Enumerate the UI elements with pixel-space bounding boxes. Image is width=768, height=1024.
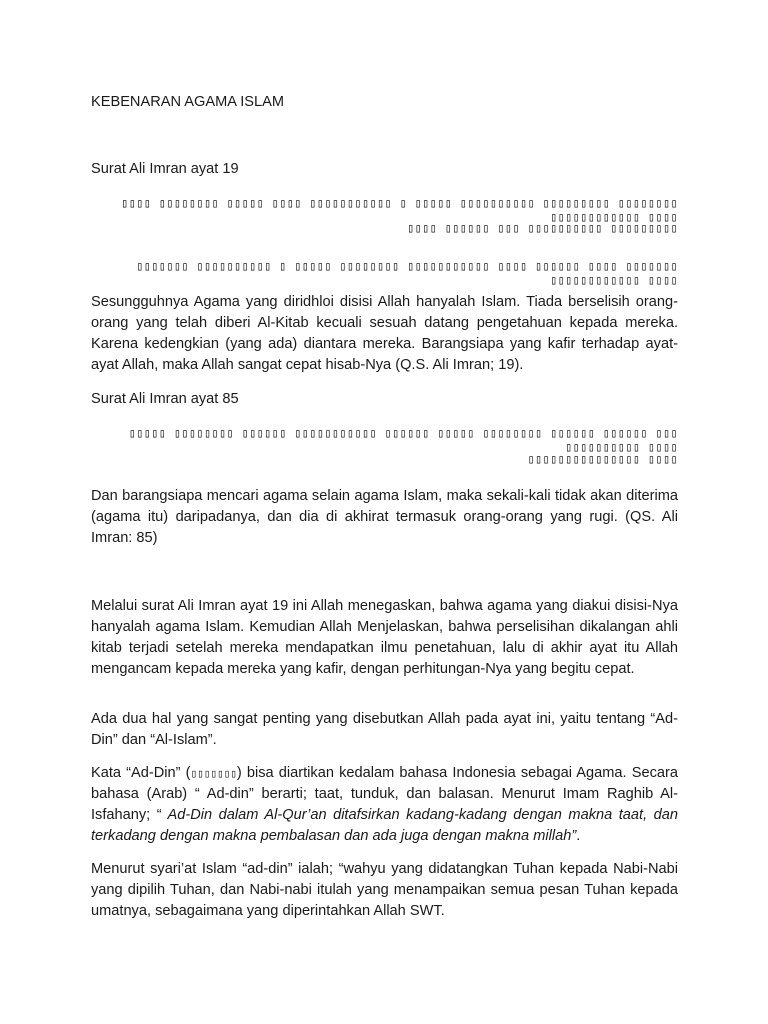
section-heading-ayat-85: Surat Ali Imran ayat 85 xyxy=(91,391,239,407)
para3-text-2: ) bisa diartikan kedalam bahasa Indonesia sebagai Agama. Secara bahasa (Arab) “ Ad-din” berarti; taat, tunduk, dan balasan. Menurut Imam Raghib Al-Isfahany; “ xyxy=(91,765,678,823)
arabic-verse-85-line-1: ▯▯▯▯▯ ▯▯▯▯▯▯▯▯ ▯▯▯▯▯▯ ▯▯▯▯▯▯▯▯▯▯▯ ▯▯▯▯▯▯ ▯▯▯▯▯ ▯▯▯▯▯▯▯▯ ▯▯▯▯▯▯ ▯▯▯▯▯▯ ▯▯▯ ▯▯▯▯▯▯▯▯▯▯ ▯▯▯▯ xyxy=(128,426,678,454)
arabic-verse-85-line-2: ▯▯▯▯▯▯▯▯▯▯▯▯▯▯▯ ▯▯▯▯ xyxy=(527,452,678,466)
paragraph-syariat: Menurut syari’at Islam “ad-din” ialah; “wahyu yang didatangkan Tuhan kepada Nabi-Nabi yang dipilih Tuhan, dan Nabi-nabi itulah yang menampaikan semua pesan Tuhan kepada umatnya, sebagaimana yang diperintahkan Allah SWT. xyxy=(91,861,678,919)
document-title: KEBENARAN AGAMA ISLAM xyxy=(91,94,285,110)
paragraph-ad-din-al-islam: Ada dua hal yang sangat penting yang disebutkan Allah pada ayat ini, yaitu tentang “Ad-Din” dan “Al-Islam”. xyxy=(91,711,678,748)
para3-italic-quote: Ad-Din dalam Al-Qur’an ditafsirkan kadang-kadang dengan makna taat, dan terkadang dengan makna pembalasan dan ada juga dengan makna millah” xyxy=(91,807,678,844)
translation-ayat-19: Sesungguhnya Agama yang diridhloi disisi Allah hanyalah Islam. Tiada berselisih orang-orang yang telah diberi Al-Kitab kecuali sesuah datang pengetahuan kepada mereka. Karena kedengkian (yang ada) diantara mereka. Barangsiapa yang kafir terhadap ayat-ayat Allah, maka Allah sangat cepat hisab-Nya (Q.S. Ali Imran; 19). xyxy=(91,294,678,373)
para3-end: . xyxy=(576,828,581,844)
arabic-verse-19-line-2: ▯▯▯▯ ▯▯▯▯▯▯ ▯▯▯ ▯▯▯▯▯▯▯▯▯▯ ▯▯▯▯▯▯▯▯▯ xyxy=(407,221,678,235)
para3-arabic-word: ▯▯▯▯▯▯▯ xyxy=(190,767,237,780)
translation-ayat-85: Dan barangsiapa mencari agama selain agama Islam, maka sekali-kali tidak akan diterima (agama itu) daripadanya, dan dia di akhirat termasuk orang-orang yang rugi. (QS. Ali Imran: 85) xyxy=(91,488,678,546)
paragraph-explanation: Melalui surat Ali Imran ayat 19 ini Allah menegaskan, bahwa agama yang diakui disisi-Nya hanyalah agama Islam. Kemudian Allah Menjelaskan, bahwa perselisihan dikalangan ahli kitab terjadi setelah mereka mendapatkan ilmu penetahuan, lalu di akhir ayat itu Allah mengancam kepada mereka yang kafir, dengan perhitungan-Nya yang begitu cepat. xyxy=(91,598,678,677)
para3-text-1: Kata “Ad-Din” ( xyxy=(91,765,191,781)
section-heading-ayat-19: Surat Ali Imran ayat 19 xyxy=(91,161,239,177)
arabic-verse-19-line-3: ▯▯▯▯▯▯▯ ▯▯▯▯▯▯▯▯▯▯ ▯ ▯▯▯▯▯ ▯▯▯▯▯▯▯▯ ▯▯▯▯▯▯▯▯▯▯▯ ▯▯▯▯ ▯▯▯▯▯▯ ▯▯▯▯ ▯▯▯▯▯▯▯ ▯▯▯▯▯▯▯▯▯▯▯▯ ▯▯▯▯ xyxy=(136,259,678,287)
arabic-verse-19-line-1: ▯▯▯▯ ▯▯▯▯▯▯▯▯ ▯▯▯▯▯ ▯▯▯▯ ▯▯▯▯▯▯▯▯▯▯▯ ▯ ▯▯▯▯▯ ▯▯▯▯▯▯▯▯▯▯ ▯▯▯▯▯▯▯▯▯ ▯▯▯▯▯▯▯▯ ▯▯▯▯▯▯▯▯▯▯▯▯ ▯▯▯▯ xyxy=(121,196,678,224)
paragraph-kata-ad-din xyxy=(91,763,678,847)
